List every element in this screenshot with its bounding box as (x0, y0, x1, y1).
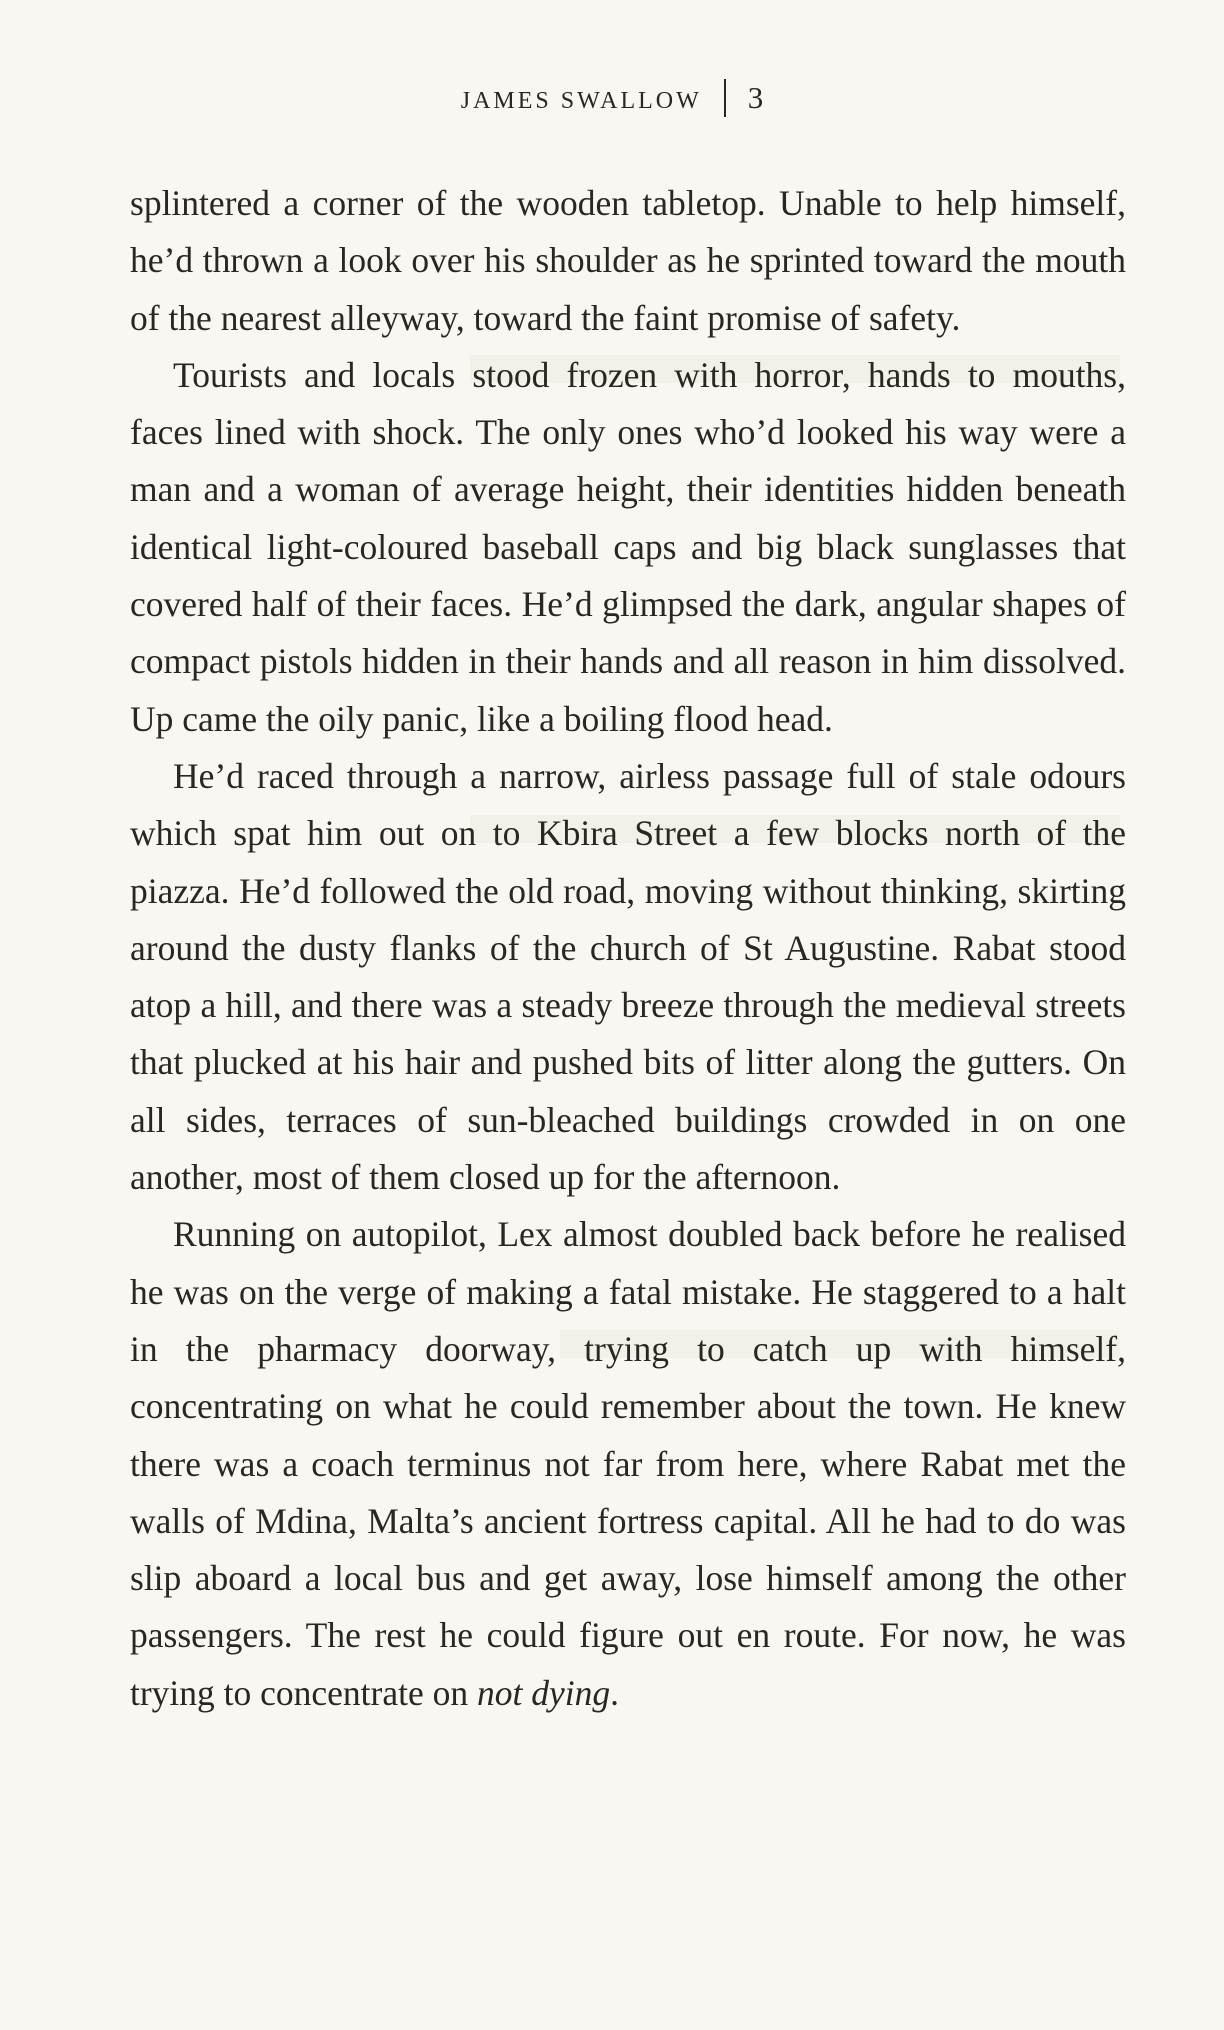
paragraph-text: Running on autopilot, Lex almost doubled back before he realised he was on the verge of making a fatal mistake. He staggered to a halt in the pharmacy doorway, trying to catch up with himself, concentrating on what he could remember about the town. He knew there was a coach terminus not far from here, where Rabat met the walls of Mdina, Malta’s ancient fortress capital. All he had to do was slip aboard a local bus and get away, lose himself among the other passengers. The rest he could figure out en route. For now, he was trying to concentrate on (130, 1214, 1126, 1713)
paragraph: He’d raced through a narrow, airless passage full of stale odours which spat him out on to Kbira Street a few blocks north of the piazza. He’d followed the old road, moving without thinking, skirting around the dusty flanks of the church of St Augustine. Rabat stood atop a hill, and there was a steady breeze through the medieval streets that plucked at his hair and pushed bits of litter along the gutters. On all sides, terraces of sun-bleached buildings crowded in on one another, most of them closed up for the afternoon. (130, 755, 1126, 1198)
running-head (0, 78, 1224, 121)
header-separator (724, 79, 726, 117)
page-number: 3 (747, 80, 764, 115)
paragraph-end-punctuation: . (610, 1672, 619, 1713)
author-name: JAMES SWALLOW (460, 88, 702, 114)
italic-emphasis: not dying (477, 1672, 611, 1713)
paragraph: splintered a corner of the wooden tabletop. Unable to help himself, he’d thrown a look over his shoulder as he sprinted toward the mouth of the nearest alleyway, toward the faint promise of safety. (130, 183, 1126, 338)
body-text (130, 175, 1126, 1722)
paragraph (130, 1206, 1126, 1722)
paragraph: Tourists and locals stood frozen with horror, hands to mouths, faces lined with shock. The only ones who’d looked his way were a man and a woman of average height, their identities hidden beneath identical light-coloured baseball caps and big black sunglasses that covered half of their faces. He’d glimpsed the dark, angular shapes of compact pistols hidden in their hands and all reason in him dissolved. Up came the oily panic, like a boiling flood head. (130, 354, 1126, 739)
